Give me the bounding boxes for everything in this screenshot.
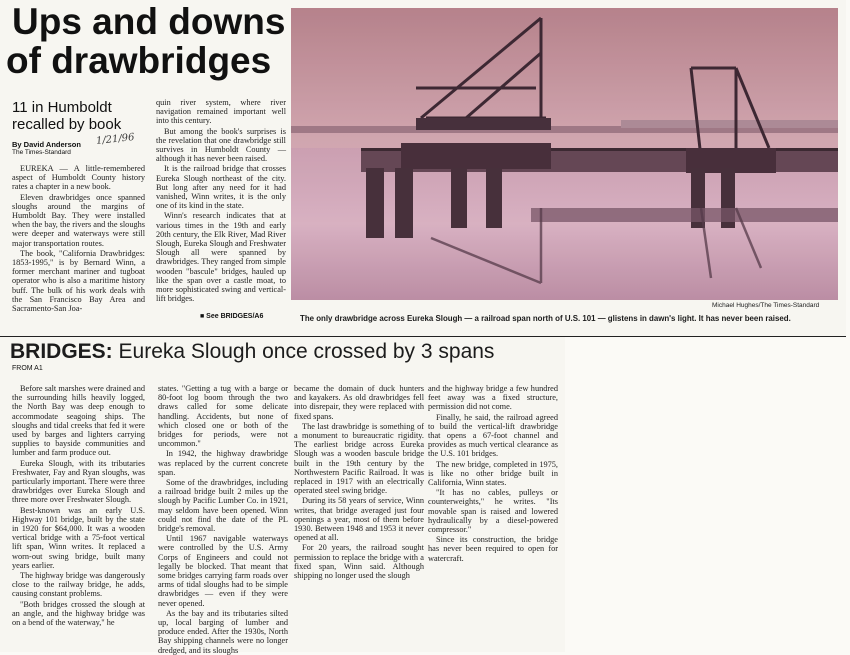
byline: By David Anderson [12,140,81,149]
jump-column-1 [12,384,145,646]
paragraph: quin river system, where river navigation remained important well into this century. [156,98,286,126]
from-reference: FROM A1 [12,365,43,372]
paragraph: states. "Getting a tug with a barge or 80-foot log boom through the two draws called for some delicate handling. Accidents, but none of which closed one or both of the bridges for periods, were not uncommon." [158,384,288,449]
paragraph: As the bay and its tributaries silted up, local barging of lumber and produce ended. After the 1930s, North Bay shipping channels were no longer dredged, and its sloughs [158,608,288,655]
jump-headline-rest: Eureka Slough once crossed by 3 spans [118,340,495,363]
paragraph: The last drawbridge is something of a monument to bureaucratic rigidity. The earliest bridge across Eureka Slough was a wooden bascule bridge built in the 19th century by the Northwestern Pacific Railroad. It was replaced in 1917 with an electrically operated steel swing bridge. [294,421,424,496]
paragraph: and the highway bridge a few hundred feet away was a fixed structure, permission did not come. [428,384,558,412]
jump-column-4 [428,384,558,584]
paragraph: Since its construction, the bridge has never been required to open for watercraft. [428,535,558,563]
front-column-2 [156,98,286,308]
paragraph: The book, "California Drawbridges: 1853-1995," is by Bernard Winn, a former merchant mariner and tugboat operator who is also a maritime history buff. The bulk of his work deals with the San Francisco Bay Area and Sacramento-San Joa- [12,248,145,314]
paragraph: EUREKA — A little-remembered aspect of Humboldt County history rates a chapter in a new book. [12,164,145,192]
subhead-line-1: 11 in Humboldt [12,99,112,116]
paragraph: Before salt marshes were drained and the surrounding hills heavily logged, the North Bay was deep enough to accommodate seagoing ships. The sloughs and tidal creeks that fed it were used by barges and lighters carrying supplies to bayside communities and lumber and farm produce out. [12,384,145,458]
paragraph: became the domain of duck hunters and kayakers. As old drawbridges fell into disrepair, they were replaced with fixed spans. [294,384,424,421]
paragraph: In 1942, the highway drawbridge was replaced by the current concrete span. [158,449,288,477]
paragraph: Until 1967 navigable waterways were controlled by the U.S. Army Corps of Engineers and could not legally be blocked. That meant that some bridges carrying farm roads over arms of tidal sloughs had to be simple drawbridges — even if they were never opened. [158,534,288,608]
paragraph: During its 58 years of service, Winn writes, that bridge averaged just four openings a year, most of them before 1930. Between 1948 and 1953 it never opened at all. [294,496,424,543]
photo-caption: The only drawbridge across Eureka Slough — a railroad span north of U.S. 101 — glistens in dawn's light. It has never been raised. [300,314,791,323]
drawbridge-photo [291,8,838,300]
paragraph: The new bridge, completed in 1975, is like no other bridge built in California, Winn states. [428,459,558,488]
paragraph: The highway bridge was dangerously close to the railway bridge, he adds, causing constant problems. [12,571,145,599]
front-column-1 [12,164,145,314]
subhead-line-2: recalled by book [12,116,122,133]
jump-headline [10,340,494,364]
paragraph: "It has no cables, pulleys or counterweights," he writes. "Its movable span is raised and lowered hydraulically by a diesel-powered compressor." [428,488,558,535]
paragraph: Finally, he said, the railroad agreed to build the vertical-lift drawbridge that opens a 67-foot channel and provides as much vertical clearance as the U.S. 101 bridges. [428,412,558,459]
paragraph: Winn's research indicates that at various times in the 19th and early 20th century, the Elk River, Mad River Slough, Eureka Slough and Freshwater Slough all were spanned by drawbridges. They ranged from simple wooden "bascule" bridges, hauled up like the span over a castle moat, to more sophisticated swing and vertical-lift bridges. [156,211,286,304]
jump-column-2 [158,384,288,655]
paragraph: Some of the drawbridges, including a railroad bridge built 2 miles up the slough by Pacific Lumber Co. in 1921, may seldom have been opened. Winn could not find the date of the PL bridge's removal. [158,478,288,534]
paragraph: It is the railroad bridge that crosses Eureka Slough northeast of the city. But long after any need for it had vanished, Winn writes, it is the only one of its kind in the state. [156,164,286,211]
paragraph: For 20 years, the railroad sought permission to replace the bridge with a fixed span, Winn said. Although shipping no longer used the slough [294,543,424,581]
paragraph: But among the book's surprises is the revelation that one drawbridge still survives in Humboldt County — although it has never been raised. [156,126,286,164]
handwritten-date: 1/21/96 [95,132,136,147]
jump-headline-keyword: BRIDGES: [10,340,113,363]
paragraph: Best-known was an early U.S. Highway 101 bridge, built by the state in 1920 for $64,000. It was a wooden vertical bridge with a 75-foot vertical lift span, Winn writes. It replaced a worn-out swing bridge, built many years earlier. [12,505,145,570]
paragraph: Eleven drawbridges once spanned sloughs around the margins of Humboldt Bay. They were installed when the bay, the rivers and the sloughs were deeper and waterways were still major transportation routes. [12,192,145,248]
byline-paper: The Times-Standard [12,149,71,156]
divider-rule [0,336,846,337]
drawbridge-photo-image [291,8,838,300]
paragraph: "Both bridges crossed the slough at an angle, and the highway bridge was on a bend of the waterway," he [12,599,145,628]
paragraph: Eureka Slough, with its tributaries Freshwater, Fay and Ryan sloughs, was particularly important. There were three drawbridges over Eureka Slough and three more over Freshwater Slough. [12,458,145,505]
photo-credit: Michael Hughes/The Times-Standard [712,302,820,309]
jump-column-3 [294,384,424,584]
jump-reference: ■ See BRIDGES/A6 [200,313,264,320]
headline-line-1: Ups and downs [12,1,286,42]
headline-line-2: of drawbridges [6,40,272,81]
